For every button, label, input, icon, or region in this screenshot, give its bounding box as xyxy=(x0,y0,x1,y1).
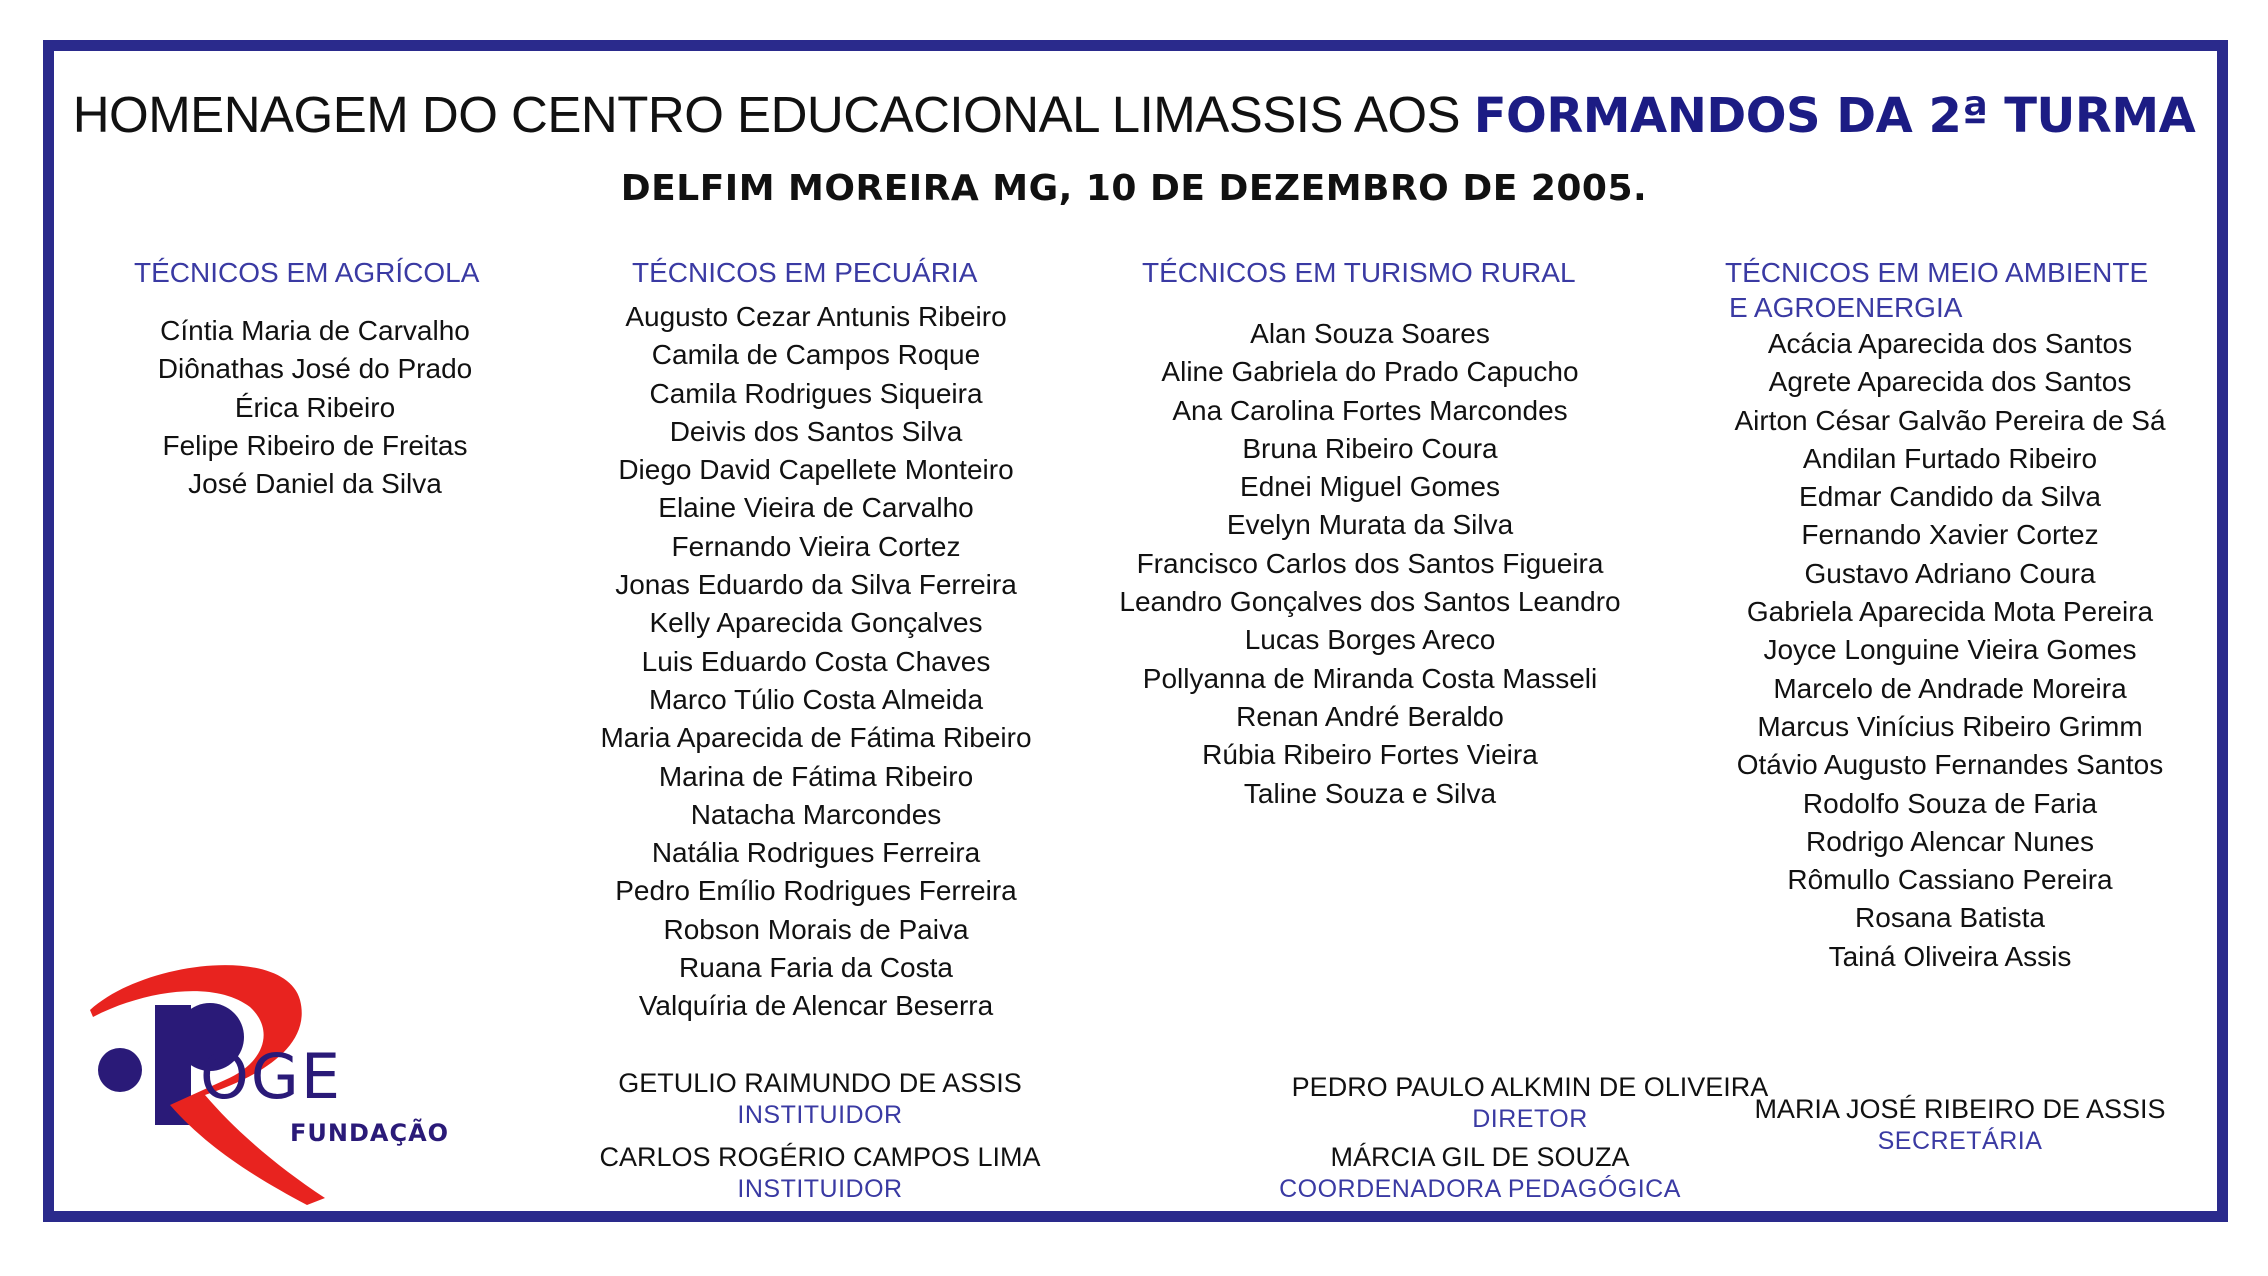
graduate-name: Rosana Batista xyxy=(1855,902,2045,934)
graduate-name: Rodrigo Alencar Nunes xyxy=(1806,825,2094,857)
graduate-name: Felipe Ribeiro de Freitas xyxy=(162,429,468,461)
graduate-name: Acácia Aparecida dos Santos xyxy=(1767,328,2133,359)
graduate-name: Diego David Capellete Monteiro xyxy=(618,454,1014,486)
graduate-name: Natacha Marcondes xyxy=(690,798,942,830)
graduate-name: Marco Túlio Costa Almeida xyxy=(648,683,984,715)
graduate-name: Ruana Faria da Costa xyxy=(679,952,953,984)
graduate-name: Camila Rodrigues Siqueira xyxy=(649,377,983,409)
signature-getulio xyxy=(560,1066,1080,1130)
graduate-name: Valquíria de Alencar Beserra xyxy=(638,990,994,1022)
column-turismo-rural xyxy=(1100,255,1640,813)
graduate-name: Tainá Oliveira Assis xyxy=(1828,940,2072,972)
title-main: HOMENAGEM DO CENTRO EDUCACIONAL LIMASSIS AOS xyxy=(72,86,1474,143)
column-heading: TÉCNICOS EM TURISMO RURAL xyxy=(1142,257,1576,288)
graduate-name: Gustavo Adriano Coura xyxy=(1804,557,2096,589)
column-heading-line2: E AGROENERGIA xyxy=(1729,292,1963,323)
graduate-name: Gabriela Aparecida Mota Pereira xyxy=(1746,596,2154,628)
graduate-name: Alan Souza Soares xyxy=(1250,318,1490,349)
graduate-name: Aline Gabriela do Prado Capucho xyxy=(1161,356,1579,388)
graduate-name: Augusto Cezar Antunis Ribeiro xyxy=(625,301,1007,332)
graduate-name: Joyce Longuine Vieira Gomes xyxy=(1763,634,2137,666)
column-meio-ambiente xyxy=(1715,255,2185,976)
graduate-name: Ednei Miguel Gomes xyxy=(1240,471,1500,503)
graduate-name: Robson Morais de Paiva xyxy=(663,913,969,945)
graduate-name: Taline Souza e Silva xyxy=(1243,777,1497,809)
column-heading: TÉCNICOS EM AGRÍCOLA xyxy=(134,257,480,288)
graduate-name: Evelyn Murata da Silva xyxy=(1226,509,1514,541)
graduate-name: Ana Carolina Fortes Marcondes xyxy=(1172,394,1568,426)
signature-name: GETULIO RAIMUNDO DE ASSIS xyxy=(618,1068,1022,1098)
signature-role: COORDENADORA PEDAGÓGICA xyxy=(1279,1175,1681,1203)
graduate-name: Jonas Eduardo da Silva Ferreira xyxy=(615,569,1017,601)
graduate-name: Bruna Ribeiro Coura xyxy=(1242,432,1498,464)
graduate-name: Rômullo Cassiano Pereira xyxy=(1787,864,2113,896)
date-subtitle: DELFIM MOREIRA MG, 10 DE DEZEMBRO DE 2005. xyxy=(620,168,1648,209)
graduate-name: Edmar Candido da Silva xyxy=(1799,481,2101,513)
graduate-name: Deivis dos Santos Silva xyxy=(669,415,963,447)
graduate-name: Pollyanna de Miranda Costa Masseli xyxy=(1142,662,1598,694)
graduate-name: Pedro Emílio Rodrigues Ferreira xyxy=(615,875,1017,907)
signature-role: DIRETOR xyxy=(1472,1105,1588,1133)
graduate-name: Marcelo de Andrade Moreira xyxy=(1773,672,2127,704)
signature-pedro xyxy=(1270,1070,1790,1134)
column-agricola xyxy=(120,255,510,503)
graduate-name: Natália Rodrigues Ferreira xyxy=(651,837,981,869)
graduate-name: Érica Ribeiro xyxy=(234,391,396,423)
signature-name: MARIA JOSÉ RIBEIRO DE ASSIS xyxy=(1754,1094,2166,1124)
page-title xyxy=(0,85,2268,144)
graduate-list xyxy=(1100,315,1640,813)
graduate-name: Cíntia Maria de Carvalho xyxy=(160,315,470,346)
signature-carlos xyxy=(560,1140,1080,1204)
graduate-name: Leandro Gonçalves dos Santos Leandro xyxy=(1119,586,1621,618)
signature-role: SECRETÁRIA xyxy=(1877,1127,2043,1155)
column-heading-line1: TÉCNICOS EM MEIO AMBIENTE xyxy=(1725,257,2149,288)
graduate-name: Airton César Galvão Pereira de Sá xyxy=(1734,404,2166,436)
signature-role: INSTITUIDOR xyxy=(737,1101,903,1129)
graduate-name: Elaine Vieira de Carvalho xyxy=(658,492,974,524)
column-heading: TÉCNICOS EM PECUÁRIA xyxy=(632,257,978,288)
logo-wordmark: OGE xyxy=(200,1040,343,1113)
signature-marcia xyxy=(1270,1140,1690,1204)
graduate-name: Francisco Carlos dos Santos Figueira xyxy=(1136,547,1604,579)
graduate-name: Fernando Xavier Cortez xyxy=(1801,519,2099,551)
graduate-name: Marcus Vinícius Ribeiro Grimm xyxy=(1757,710,2143,742)
graduate-name: Andilan Furtado Ribeiro xyxy=(1802,442,2098,474)
graduate-list xyxy=(570,298,1062,1026)
graduate-name: Rodolfo Souza de Faria xyxy=(1802,787,2098,819)
graduate-name: Otávio Augusto Fernandes Santos xyxy=(1736,749,2164,781)
graduate-name: Maria Aparecida de Fátima Ribeiro xyxy=(600,722,1032,754)
graduate-name: Luis Eduardo Costa Chaves xyxy=(641,645,991,677)
signature-role: INSTITUIDOR xyxy=(737,1175,903,1203)
column-heading xyxy=(1725,255,2185,325)
graduate-list xyxy=(120,312,510,503)
title-highlight: FORMANDOS DA 2ª TURMA xyxy=(1473,88,2196,144)
graduate-name: Lucas Borges Areco xyxy=(1244,624,1496,656)
graduate-name: Kelly Aparecida Gonçalves xyxy=(649,607,983,639)
graduate-name: Fernando Vieira Cortez xyxy=(671,530,961,562)
logo-subtext: FUNDAÇÃO xyxy=(290,1119,450,1147)
graduate-name: Renan André Beraldo xyxy=(1236,700,1504,732)
logo-dot-icon xyxy=(98,1048,142,1092)
column-pecuaria xyxy=(570,255,1062,1026)
graduate-name: Agrete Aparecida dos Santos xyxy=(1768,366,2132,398)
signature-maria xyxy=(1750,1092,2170,1156)
signature-name: CARLOS ROGÉRIO CAMPOS LIMA xyxy=(599,1142,1041,1172)
signature-name: PEDRO PAULO ALKMIN DE OLIVEIRA xyxy=(1291,1072,1769,1102)
graduate-name: Diônathas José do Prado xyxy=(157,353,473,385)
graduate-name: Camila de Campos Roque xyxy=(651,339,981,371)
graduate-name: Rúbia Ribeiro Fortes Vieira xyxy=(1202,739,1538,771)
graduate-list xyxy=(1715,325,2185,976)
signature-name: MÁRCIA GIL DE SOUZA xyxy=(1330,1142,1630,1172)
graduate-name: Marina de Fátima Ribeiro xyxy=(658,760,974,792)
graduate-name: José Daniel da Silva xyxy=(188,468,442,500)
